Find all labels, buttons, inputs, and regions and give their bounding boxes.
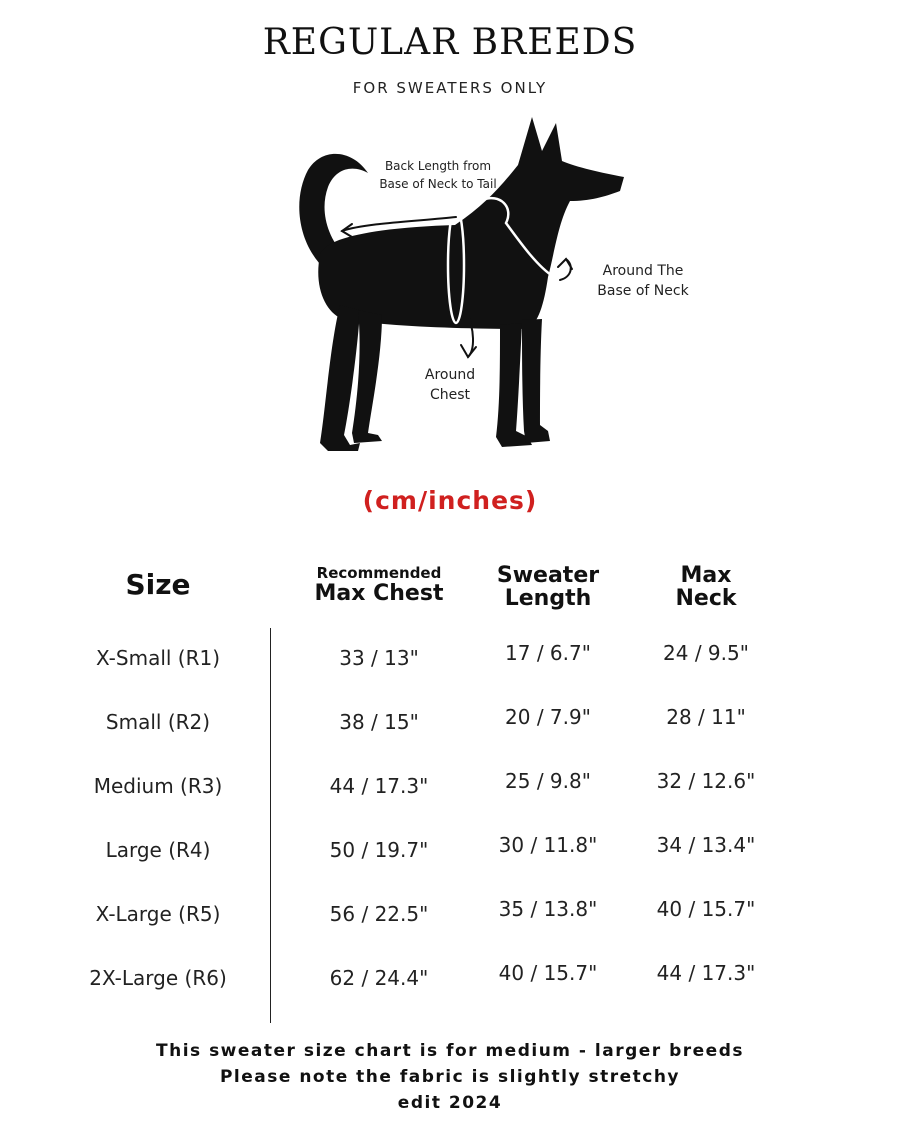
table-cell-length: 25 / 9.8" bbox=[505, 769, 591, 793]
footer-notes bbox=[0, 1038, 900, 1116]
page-title: REGULAR BREEDS bbox=[262, 22, 638, 63]
table-cell-chest: 38 / 15" bbox=[339, 710, 419, 734]
table-cell-length: 30 / 11.8" bbox=[498, 833, 598, 857]
table-cell-chest: 62 / 24.4" bbox=[329, 966, 429, 990]
back-length-label: Back Length from Base of Neck to Tail bbox=[379, 159, 497, 191]
table-cell-length: 40 / 15.7" bbox=[498, 961, 598, 985]
footer-note: Please note the fabric is slightly stretchy bbox=[219, 1067, 681, 1087]
dog-measurement-diagram bbox=[270, 105, 730, 475]
table-cell-neck: 40 / 15.7" bbox=[656, 897, 756, 921]
footer-edition: edit 2024 bbox=[397, 1093, 503, 1113]
table-cell-neck: 28 / 11" bbox=[666, 705, 746, 729]
table-cell-chest: 56 / 22.5" bbox=[329, 902, 429, 926]
column-header-size: Size bbox=[125, 568, 191, 601]
table-cell-length: 35 / 13.8" bbox=[498, 897, 598, 921]
table-cell-chest: 33 / 13" bbox=[339, 646, 419, 670]
page-subtitle: FOR SWEATERS ONLY bbox=[352, 79, 548, 97]
table-cell-neck: 32 / 12.6" bbox=[656, 769, 756, 793]
table-cell-size: Medium (R3) bbox=[93, 774, 223, 798]
column-divider bbox=[270, 628, 271, 1023]
table-cell-neck: 44 / 17.3" bbox=[656, 961, 756, 985]
column-header-chest: Recommended Max Chest bbox=[314, 564, 444, 606]
table-cell-size: 2X-Large (R6) bbox=[89, 966, 227, 990]
table-cell-chest: 50 / 19.7" bbox=[329, 838, 429, 862]
column-header-neck: Max Neck bbox=[675, 563, 737, 611]
table-cell-length: 17 / 6.7" bbox=[505, 641, 591, 665]
table-cell-size: X-Large (R5) bbox=[95, 902, 221, 926]
column-header-length: Sweater Length bbox=[496, 563, 600, 611]
neck-label: Around The Base of Neck bbox=[597, 263, 689, 299]
table-cell-size: X-Small (R1) bbox=[95, 646, 221, 670]
footer-note: This sweater size chart is for medium - larger breeds bbox=[156, 1041, 744, 1061]
units-label: (cm/inches) bbox=[362, 486, 538, 515]
table-cell-size: Large (R4) bbox=[105, 838, 211, 862]
table-cell-size: Small (R2) bbox=[105, 710, 211, 734]
table-cell-neck: 34 / 13.4" bbox=[656, 833, 756, 857]
chest-label: Around Chest bbox=[424, 367, 476, 403]
table-cell-length: 20 / 7.9" bbox=[505, 705, 591, 729]
table-cell-neck: 24 / 9.5" bbox=[663, 641, 749, 665]
table-cell-chest: 44 / 17.3" bbox=[329, 774, 429, 798]
